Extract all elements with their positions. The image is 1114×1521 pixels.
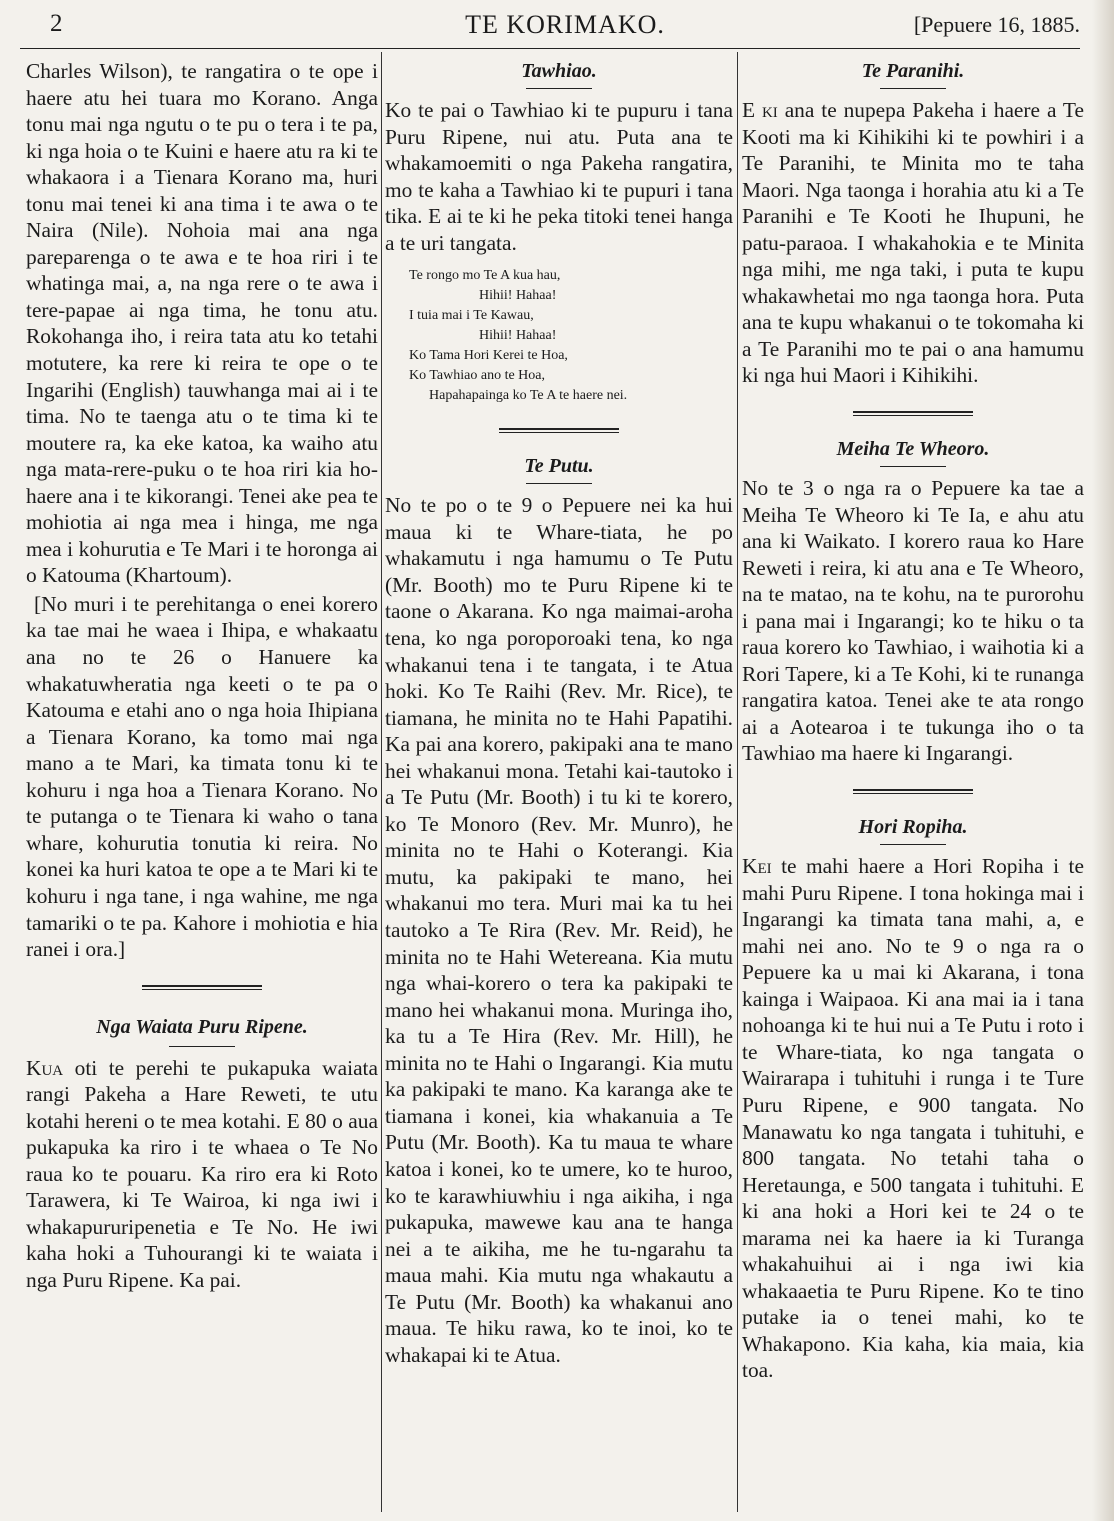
heading-rule (169, 1046, 235, 1047)
article-text (742, 97, 1084, 389)
article-text: Charles Wilson), te rangatira o te ope i haere atu hei tuara mo Korano. Anga tonu mai nga ngutu o te pu o tera i te pa, ki nga hoia o te Kuini e haere atu ra ki te whakaora i a Tienara Korano ma, huri tonu mai tenei ki ana tima i te awa o te Naira (Nile). Nohoia mai ana nga pareparenga o te awa e te hoa riri i te whatinga mai, a, na nga rere o te awa i tere-papae ai nga tima, he tonu atu. Rokohanga iho, i reira tata atu ko tetahi motutere, ka rere ki reira te ope o te Ingarihi (English) tauwhanga mai ai i te tima. No te taenga atu o te tima ki te moutere ra, ka eke katoa, ka waiho atu nga mata-rere-puku o te hoa riri kia ho-haere ana i te kikorangi. Tenei ake pea te mohiotia ai nga mea i hinga, me nga mea i kohurutia e Te Mari i te horonga ai o Katouma (Khartoum). (26, 59, 378, 588)
lead-word: Kei (742, 854, 772, 879)
section-heading: Meiha Te Wheoro. (836, 438, 990, 461)
article-text (742, 853, 1084, 1384)
column-3 (742, 58, 1084, 1384)
lead-word: E ki (742, 98, 778, 122)
verse-line: Ko Tama Hori Kerei te Hoa, (409, 348, 568, 364)
newspaper-title: TE KORIMAKO. (465, 10, 665, 39)
section-heading: Nga Waiata Puru Ripene. (96, 1015, 308, 1038)
verse-line: Hihii! Hahaa! (479, 288, 557, 304)
verse-line: Ko Tawhiao ano te Hoa, (409, 368, 546, 384)
verse-line: I tuia mai i Te Kawau, (409, 308, 534, 324)
section-heading: Hori Ropiha. (858, 816, 968, 839)
article-text: No te 3 o nga ra o Pepuere ka tae a Meiha Te Wheoro ki Te Ia, e ahu atu ana ki Waikato. I korero raua ko Hare Reweti i reira, ki atu ana e Te Wheoro, na te matao, na te kohu, na te purorohu i pana mai i Ingarangi; ko te hiku o ta raua korero ko Tawhiao, i waihotia ki a Rori Tapere, ki a Te Kohi, ki te runanga rangatira katoa. Tenei ake te ata rongo ai a Aotearoa i te tukunga iho o ta Tawhiao ma haere ki Ingarangi. (742, 476, 1084, 766)
header-rule (20, 48, 1080, 49)
column-1 (26, 58, 378, 1294)
verse-block (409, 266, 733, 406)
page-header (50, 10, 1080, 40)
article-text-body: oti te perehi te pukapuka waiata rangi Pakeha a Hare Reweti, te utu kotahi hereni o te mea kotahi. E 80 o aua pukapuka ka riro i te whaea o Te No raua ko te pouaru. Ka riro era ki Roto Tarawera, ki Te Wairoa, ki nga iwi i whakapururipenetia e Te No. He iwi kaha hoki a Tuhourangi ki te waiata i nga Puru Ripene. Ka pai. (26, 1055, 378, 1292)
verse-line: Hihii! Hahaa! (479, 328, 557, 344)
heading-rule (526, 483, 592, 484)
verse-line: Hapahapainga ko Te A te haere nei. (429, 388, 628, 404)
section-separator (853, 411, 973, 416)
heading-rule (526, 88, 592, 89)
heading-rule (880, 844, 946, 845)
section-separator (499, 428, 619, 433)
article-text-body: te mahi haere a Hori Ropiha i te mahi Puru Ripene. I tona hokinga mai i Ingarangi ka timata tana mahi, a, e mahi nei ano. No te 9 o nga ra o Pepuere ka u mai ki Akarana, i tona kainga i Waipaoa. Ki ana mai ia i tana nohoanga ki te hui nui a Te Putu i roto i te Whare-tiata, ko nga tangata o Wairarapa i tuhituhi i runga i te Ture Puru Ripene, e 900 tangata. No Manawatu ko nga tangata i tuhituhi, e 800 tangata. No tetahi taha o Heretaunga, e 500 tangata i tuhituhi. E ki ana hoki a Hori kei te 24 o te marama nei ka haere ia ki Turanga whakahuihui ai i nga iwi kia whakaaetia te Puru Ripene. Ko te tino putake ia o tenei mahi, ko te Whakapono. Kia kaha, kia maia, kia toa. (742, 854, 1084, 1383)
article-text: No te po o te 9 o Pepuere nei ka hui maua ki te Whare-tiata, he po whakamutu i nga hamumu o Te Putu (Mr. Booth) mo te Puru Ripene ki te taone o Akarana. Ko nga maimai-aroha tena, ko nga poroporoaki tena, ko nga whakanui tena i te tangata, i te Atua hoki. Ko Te Raihi (Rev. Mr. Rice), te tiamana, he minita no te Hahi Papatihi. Ka pai ana korero, pakipaki ana te mano hei whakanui mona. Tetahi kai-tautoko i a Te Putu (Mr. Booth) i tu ki te korero, ko Te Monoro (Rev. Mr. Munro), he minita no te Hahi o Koterangi. Kia mutu, ka pakipaki te mano, hei whakanui mo tera. Muri mai ka tu hei tautoko a Te Rira (Rev. Mr. Reid), he minita no te Hahi Wetereana. Kia mutu nga whai-korero o tera ka pakipaki te mano hei whakanui mona. Muringa iho, ka tu a Te Hira (Rev. Mr. Hill), he minita no te Hahi o Ingarangi. Kia mutu ka pakipaki te mano. Ka karanga ake te tiamana i konei, kia whakanuia a Te Putu (Mr. Booth). Ka tu maua te whare katoa i konei, ko te umere, ko te huroo, ko te karawhiuwhiu i nga aikiha, i nga pukapuka, mawewe kau ana te hanga nei a te aikiha, me he tu-ngarahu ta maua mahi. Kia mutu nga whakautu a Te Putu (Mr. Booth) ka whakanui ano maua. Te hiku rawa, ko te inoi, ko te whakapai ki te Atua. (385, 493, 733, 1367)
section-heading: Tawhiao. (521, 60, 597, 82)
article-text (26, 1055, 378, 1294)
article-text: Ko te pai o Tawhiao ki te pupuru i tana Puru Ripene, nui atu. Puta ana te whakamoemiti o nga Pakeha rangatira, mo te kaha a Tawhiao ki te pupuri i tana tika. E ai te ki he peka titoki tenei hanga a te uri tangata. (385, 98, 733, 255)
article-text-body: ana te nupepa Pakeha i haere a Te Kooti ma ki Kihikihi ki te powhiri i a Te Paranihi, te Minita mo te taha Maori. Nga taonga i horahia atu ki a Te Paranihi e Te Kooti he Ihupuni, he patu-paraoa. I whakahokia e te Minita nga mihi, me nga taki, i puta te kupu whakawhetai mo nga taonga hora. Puta ana te kupu whakanui o te tokomaha ki a Te Paranihi mo te pai o ana hamumu ki nga hui Maori i Kihikihi. (742, 98, 1085, 388)
page-edge-shadow (1092, 0, 1114, 1521)
column-divider (737, 52, 738, 1512)
lead-word: Kua (26, 1055, 64, 1080)
verse-line: Te rongo mo Te A kua hau, (409, 268, 561, 284)
column-2 (385, 58, 733, 1368)
section-separator (853, 789, 973, 794)
page-number: 2 (50, 10, 63, 37)
issue-date: [Pepuere 16, 1885. (913, 12, 1080, 37)
heading-rule (880, 88, 946, 89)
section-separator (142, 985, 262, 990)
column-divider (381, 52, 382, 1512)
section-heading: Te Putu. (524, 455, 594, 478)
section-heading: Te Paranihi. (861, 60, 965, 82)
heading-rule (880, 466, 946, 467)
article-text: [No muri i te perehitanga o enei korero ka tae mai he waea i Ihipa, e whakaatu ana no te 26 o Hanuere ka whakatuwheratia nga keeti o te pa o Katouma e etahi ano o nga hoia Ihipiana a Tienara Korano, ka tomo mai nga mano a te Mari, ka timata tonu ki te kohuru i nga hoa a Tienara Korano. No te putanga o te Tienara ki waho o tana whare, kohurutia tonutia ki reira. No konei ka huri katoa te ope a te Mari ki te kohuru i nga tane, i nga wahine, me nga tamariki o te pa. Kahore i mohiotia e hia ranei i ora.] (26, 591, 378, 962)
